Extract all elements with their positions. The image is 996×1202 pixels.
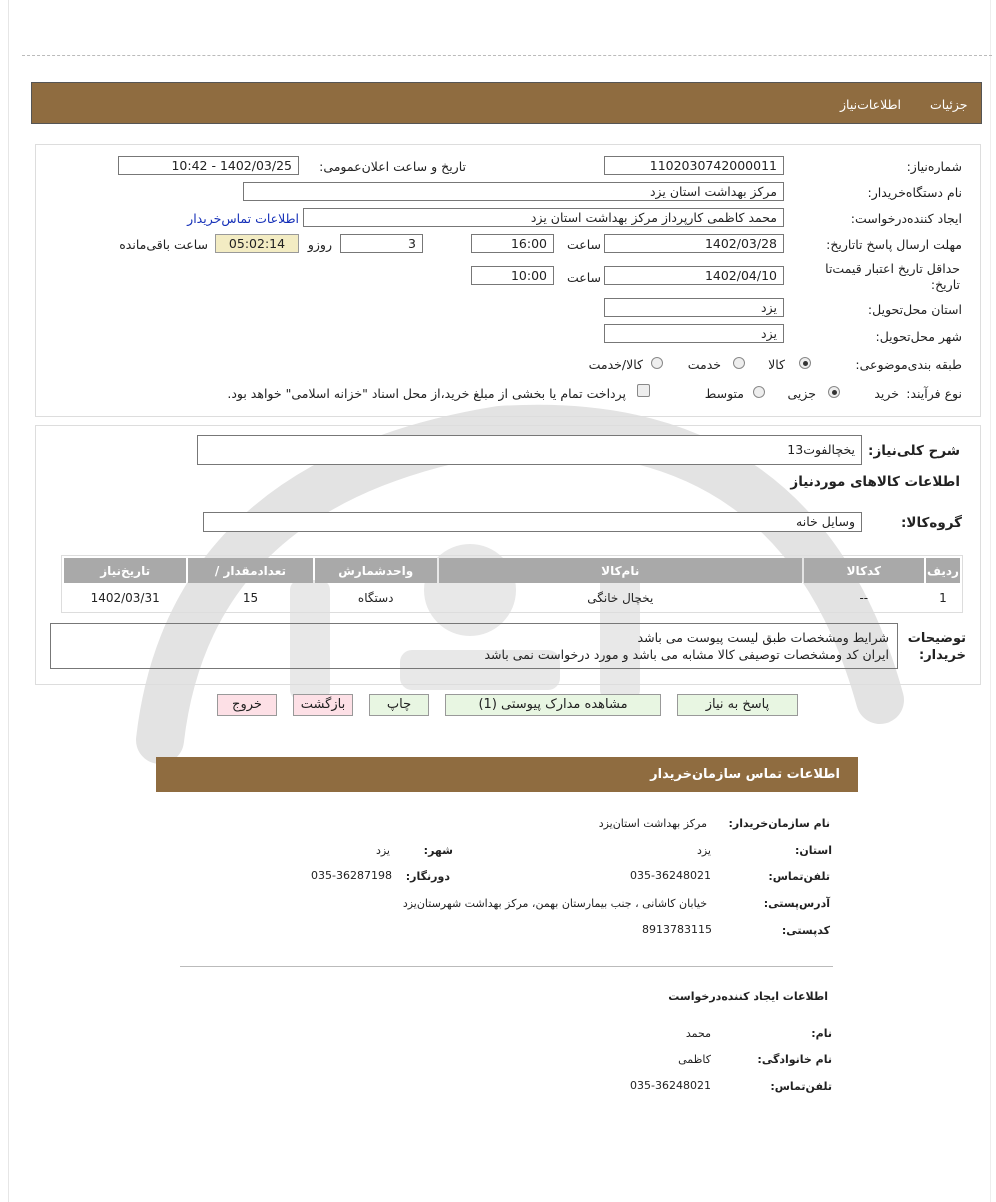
col-qty: تعداد‌مقدار / [188, 558, 312, 583]
deadline-label: مهلت ارسال پاسخ تا‌تاریخ: [826, 237, 962, 252]
summary-label: شرح کلی‌نیاز: [868, 443, 960, 459]
cell-qty: 15 [242, 591, 259, 605]
radio-medium-label: متوسط [704, 386, 744, 401]
group-label: گروه‌کالا: [901, 515, 962, 531]
org-value: مرکز بهداشت استان‌یزد [598, 817, 707, 830]
validity-time-field: 10:00 [471, 266, 554, 285]
creator-info-title: اطلاعات ایجاد کننده‌درخواست [668, 990, 828, 1003]
radio-service[interactable] [733, 357, 745, 369]
announce-label: تاریخ و ساعت اعلان‌عمومی: [319, 159, 466, 174]
col-row: ردیف [926, 558, 960, 583]
contact-province-label: استان: [795, 844, 832, 857]
family-value: کاظمی [678, 1053, 711, 1066]
city-label: شهر محل‌تحویل: [875, 329, 962, 344]
province-label: استان محل‌تحویل: [867, 302, 962, 317]
goods-info-title: اطلاعات کالاهای مورد‌نیاز [790, 474, 960, 490]
process-buy: خرید [874, 386, 899, 401]
summary-field: یخچالفوت13 [197, 435, 862, 465]
radio-medium[interactable] [753, 386, 765, 398]
family-label: نام خانوادگی: [757, 1053, 832, 1066]
col-code: کدکالا [804, 558, 924, 583]
deadline-time-label: ساعت [566, 237, 601, 252]
table-row [64, 585, 960, 611]
org-label: نام سازمان‌خریدار: [728, 817, 830, 830]
creator-phone-label: تلفن‌تماس: [770, 1080, 832, 1093]
contact-province-value: یزد [696, 844, 711, 857]
treasury-checkbox[interactable] [637, 384, 650, 397]
city-field: یزد [604, 324, 784, 343]
notes-label: توضیحات خریدار: [907, 631, 966, 663]
notes-line-1: شرایط ومشخصات طبق لیست پیوست می باشد [637, 630, 889, 645]
address-label: آدرس‌پستی: [763, 897, 830, 910]
creator-field: محمد کاظمی کارپرداز مرکز بهداشت استان یزد [303, 208, 784, 227]
contact-phone-value: 035-36248021 [630, 869, 711, 882]
contact-phone-label: تلفن‌تماس: [768, 870, 830, 883]
process-label: نوع فرآیند: [906, 386, 962, 401]
days-field: 3 [340, 234, 423, 253]
province-field: یزد [604, 298, 784, 317]
radio-partial[interactable] [828, 386, 840, 398]
col-unit: واحدشمارش [315, 558, 437, 583]
need-number-field: 1102030742000011 [604, 156, 784, 175]
buyer-contact-link[interactable]: اطلاعات تماس‌خریدار [187, 211, 299, 226]
radio-goods-label: کالا [768, 357, 785, 372]
need-number-label: شماره‌نیاز: [906, 159, 962, 174]
col-date: تاریخ‌نیاز [64, 558, 186, 583]
validity-time-label: ساعت [566, 270, 601, 285]
postal-label: کد‌پستی: [781, 924, 830, 937]
creator-label: ایجاد کننده‌درخواست: [850, 211, 962, 226]
table-header-row [64, 558, 960, 583]
group-field: وسایل خانه [203, 512, 862, 532]
category-label: طبقه بندی‌موضوعی: [855, 357, 962, 372]
creator-phone-value: 035-36248021 [630, 1079, 711, 1092]
radio-goods-service[interactable] [651, 357, 663, 369]
view-docs-button[interactable]: مشاهده مدارک پیوستی (1) [445, 694, 661, 716]
fax-label: دورنگار: [405, 870, 450, 883]
deadline-date-field: 1402/03/28 [604, 234, 784, 253]
cell-row: 1 [939, 591, 947, 605]
cell-date: 1402/03/31 [90, 591, 160, 605]
radio-goods-service-label: کالا/خدمت [588, 357, 643, 372]
remaining-timer: 05:02:14 [215, 234, 299, 253]
cell-unit: دستگاه [357, 591, 394, 605]
notes-box [50, 623, 898, 669]
contact-city-value: یزد [375, 844, 390, 857]
postal-value: 8913783115 [642, 923, 712, 936]
contact-city-label: شهر: [423, 844, 453, 857]
deadline-time-field: 16:00 [471, 234, 554, 253]
address-value: خیابان کاشانی ، جنب بیمارستان بهمن، مرکز بهداشت شهرستان‌یزد [402, 897, 707, 910]
validity-date-field: 1402/04/10 [604, 266, 784, 285]
radio-goods[interactable] [799, 357, 811, 369]
items-table [62, 556, 962, 613]
name-value: محمد [685, 1027, 711, 1040]
radio-service-label: خدمت [687, 357, 721, 372]
exit-button[interactable]: خروج [217, 694, 277, 716]
name-label: نام: [811, 1027, 832, 1040]
cell-name: یخچال خانگی [587, 591, 654, 605]
section-divider [180, 966, 833, 967]
payment-note: پرداخت تمام یا بخشی از مبلغ خرید،از محل اسناد "خزانه اسلامی" خواهد بود. [227, 386, 626, 401]
tab-details[interactable]: جزئیات [930, 97, 968, 112]
contact-title: اطلاعات تماس سازمان‌خریدار [650, 767, 840, 782]
notes-line-2: ایران کد ومشخصات توصیفی کالا مشابه می باشد و مورد درخواست نمی باشد [484, 647, 889, 662]
tab-need-info[interactable]: اطلاعات‌نیاز [840, 97, 902, 112]
col-name: نام‌کالا [439, 558, 802, 583]
radio-partial-label: جزیی [787, 386, 816, 401]
fax-value: 035-36287198 [311, 869, 392, 882]
back-button[interactable]: بازگشت [293, 694, 353, 716]
days-label: روزو [307, 237, 332, 252]
announce-field: 1402/03/25 - 10:42 [118, 156, 299, 175]
buyer-field: مرکز بهداشت استان یزد [243, 182, 784, 201]
buyer-label: نام دستگاه‌خریدار: [867, 185, 962, 200]
remaining-label: ساعت باقی‌مانده [119, 237, 208, 252]
reply-button[interactable]: پاسخ به نیاز [677, 694, 798, 716]
print-button[interactable]: چاپ [369, 694, 429, 716]
validity-label: حداقل تاریخ اعتبار قیمت‌تا تاریخ: [825, 261, 960, 292]
items-table-wrap [61, 555, 963, 613]
cell-code: -- [859, 591, 869, 605]
